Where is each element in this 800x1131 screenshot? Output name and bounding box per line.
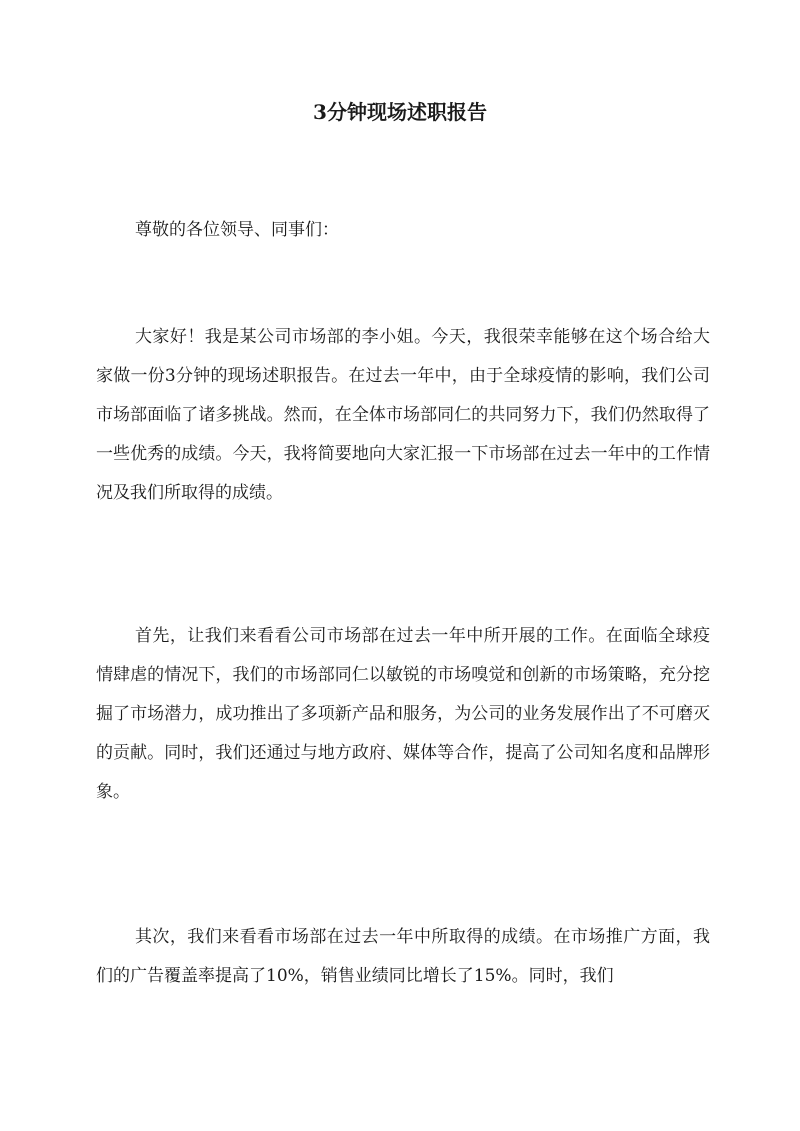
paragraph-introduction: 大家好！我是某公司市场部的李小姐。今天，我很荣幸能够在这个场合给大家做一份3分钟的现场述职报告。在过去一年中，由于全球疫情的影响，我们公司市场部面临了诸多挑战。然而，在全体市场部同仁的共同努力下，我们仍然取得了一些优秀的成绩。今天，我将简要地向大家汇报一下市场部在过去一年中的工作情况及我们所取得的成绩。 — [96, 327, 710, 503]
paragraph-achievements: 其次，我们来看看市场部在过去一年中所取得的成绩。在市场推广方面，我们的广告覆盖率提高了10%，销售业绩同比增长了15%。同时，我们 — [96, 927, 710, 986]
document-title: 3分钟现场述职报告 — [313, 100, 487, 124]
paragraph-work-overview: 首先，让我们来看看公司市场部在过去一年中所开展的工作。在面临全球疫情肆虐的情况下，我们的市场部同仁以敏锐的市场嗅觉和创新的市场策略，充分挖掘了市场潜力，成功推出了多项新产品和服务，为公司的业务发展作出了不可磨灭的贡献。同时，我们还通过与地方政府、媒体等合作，提高了公司知名度和品牌形象。 — [96, 626, 710, 802]
salutation: 尊敬的各位领导、同事们： — [135, 220, 339, 240]
